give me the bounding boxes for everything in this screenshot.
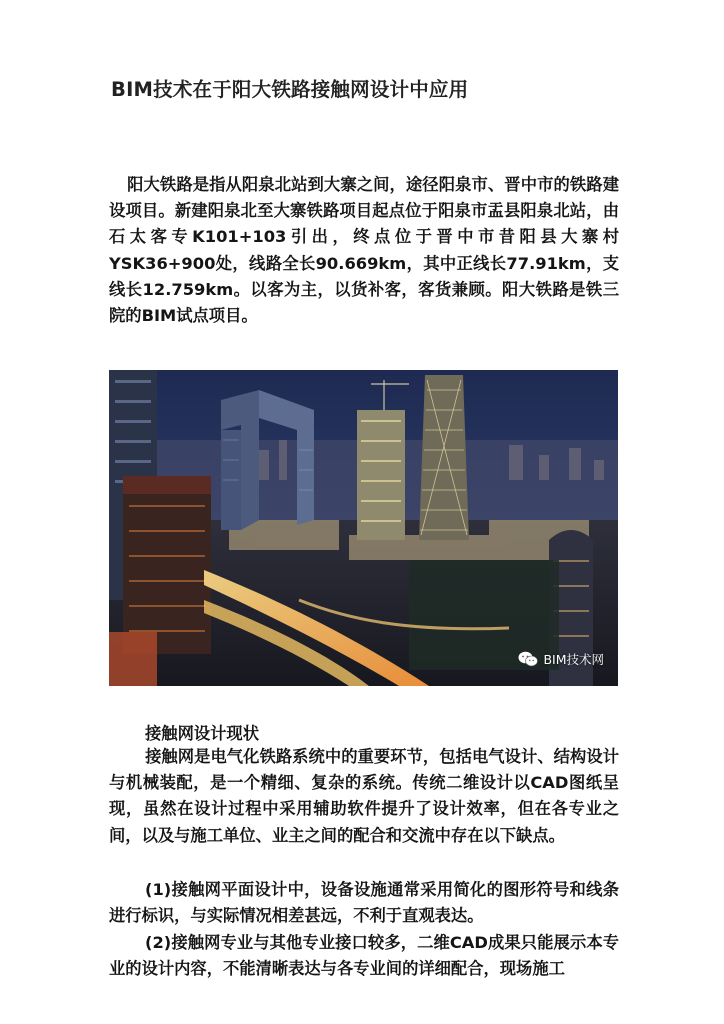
section-paragraph [109,930,619,982]
wechat-icon [518,651,538,667]
intro-text: 阳大铁路是指从阳泉北站到大寨之间，途径阳泉市、晋中市的铁路建设项目。新建阳泉北至大寨铁路项目起点位于阳泉市盂县阳泉北站，由石太客专K101+103引出，终点位于晋中市昔阳县大寨村YSK36+900处，线路全长90.669km，其中正线长77.91km，支线长12.759km。以客为主，以货补客，客货兼顾。 [109,175,619,299]
intro-highlight: 阳大铁路 [502,279,570,299]
city-night-photo [109,370,618,686]
section-paragraph-text: (2)接触网专业与其他专业接口较多，二维CAD成果只能展示本专业的设计内容，不能清晰表达与各专业间的详细配合，现场施工 [109,933,619,979]
watermark [518,650,604,668]
section-paragraph [109,877,619,929]
watermark-text: BIM技术网 [543,652,604,667]
intro-text-end: 是铁三院的BIM试点项目。 [109,279,619,326]
article-title: BIM技术在于阳大铁路接触网设计中应用 [111,78,469,101]
city-skyline-illustration [109,370,618,686]
section-heading: 接触网设计现状 [145,724,259,743]
section-paragraph-text: (1)接触网平面设计中，设备设施通常采用简化的图形符号和线条进行标识，与实际情况相差甚远，不利于直观表达。 [109,880,619,926]
section-paragraph-text: 接触网是电气化铁路系统中的重要环节，包括电气设计、结构设计与机械装配，是一个精细、复杂的系统。传统二维设计以CAD图纸呈现，虽然在设计过程中采用辅助软件提升了设计效率，但在各专业之间，以及与施工单位、业主之间的配合和交流中存在以下缺点。 [109,747,619,845]
intro-paragraph [109,172,619,329]
section-paragraph [109,744,619,849]
